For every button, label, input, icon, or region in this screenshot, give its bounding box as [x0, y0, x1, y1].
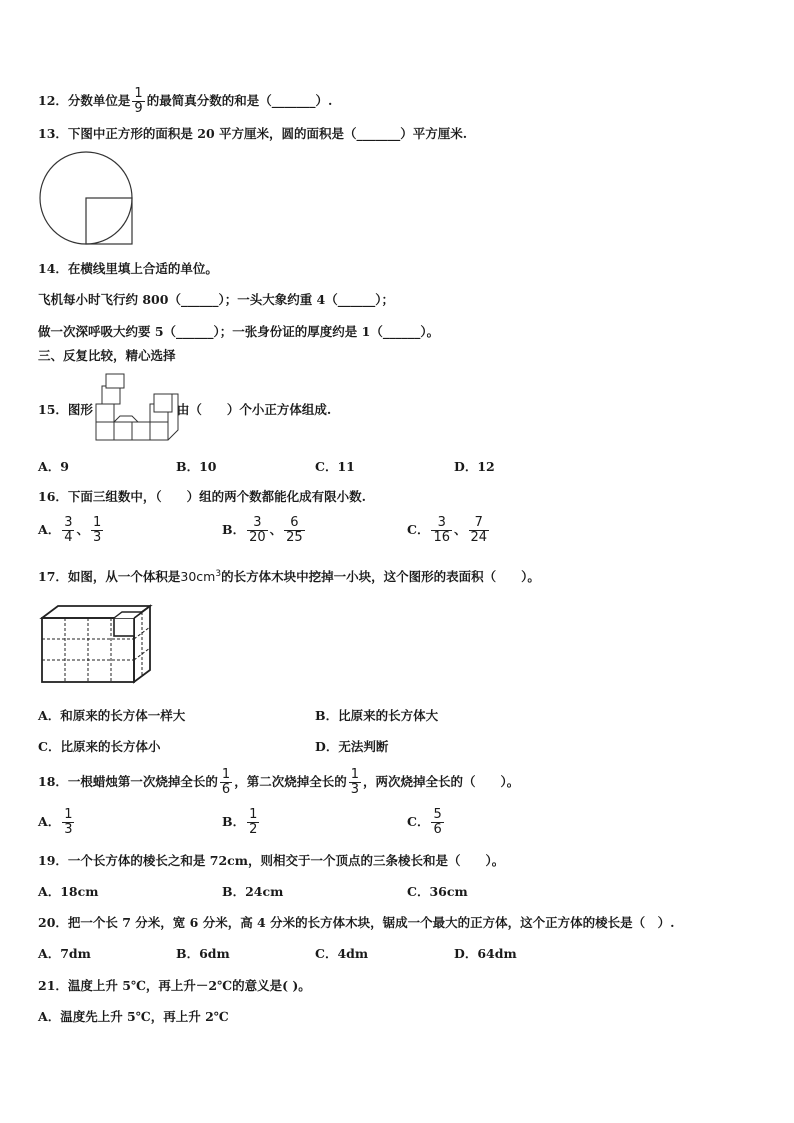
q17-suffix: 的长方体木块中挖掉一小块，这个图形的表面积（ ）。 — [221, 569, 540, 585]
question-16: 16．下面三组数中，（ ）组的两个数都能化成有限小数. — [38, 489, 366, 504]
q16-option-b-label: B． — [222, 522, 246, 537]
q18-a-num: 1 — [64, 807, 73, 822]
q18-c-num: 5 — [433, 807, 442, 822]
q18-suffix: ，两次烧掉全长的（ ）。 — [362, 774, 520, 789]
q18-middle: ，第二次烧掉全长的 — [234, 774, 347, 789]
q18-fraction-2 — [349, 768, 361, 797]
question-21: 21．温度上升 5℃，再上升－2℃的意义是( )。 — [38, 978, 311, 993]
question-13: 13．下图中正方形的面积是 20 平方厘米，圆的面积是（_______）平方厘米. — [38, 126, 468, 141]
q18-prefix: 18．一根蜡烛第一次烧掉全长的 — [38, 774, 218, 789]
q20-option-d[interactable]: D．64dm — [454, 946, 517, 961]
question-17 — [38, 566, 540, 585]
q20-option-a[interactable]: A．7dm — [38, 946, 91, 961]
q14-line-2: 做一次深呼吸大约要 5（______）；一张身份证的厚度约是 1（______）。 — [38, 324, 440, 339]
q17-option-d[interactable]: D．无法判断 — [315, 739, 389, 754]
q18-f1-num: 1 — [221, 767, 231, 782]
q18-b-fraction — [247, 808, 259, 837]
q12-fraction — [132, 87, 144, 116]
q14-line-1: 飞机每小时飞行约 800（______）；一头大象约重 4（______）； — [38, 292, 394, 307]
q17-volume-exponent: 3 — [215, 569, 222, 579]
q15-prefix: 15．图形 — [38, 402, 93, 417]
q15-suffix: 由（ ）个小正方体组成. — [176, 402, 332, 417]
q12-suffix: 的最简真分数的和是（_______）. — [146, 93, 333, 108]
q16-b-separator: 、 — [269, 522, 283, 537]
q18-option-b-label: B． — [222, 814, 246, 829]
q19-option-b[interactable]: B．24cm — [222, 884, 284, 899]
cuboid-figure — [38, 602, 158, 688]
q18-b-den: 2 — [249, 822, 258, 837]
q16-a-fraction-1 — [62, 516, 74, 545]
q16-b-f1-den: 20 — [249, 530, 266, 545]
question-20: 20．把一个长 7 分米，宽 6 分米，高 4 分米的长方体木块，锯成一个最大的正方体，这个正方体的棱长是（ ）. — [38, 915, 675, 930]
q16-c-f2-den: 24 — [470, 530, 488, 545]
q20-option-c[interactable]: C．4dm — [315, 946, 369, 961]
circle-square-figure — [38, 152, 138, 247]
q18-f2-num: 1 — [350, 767, 359, 782]
q20-option-b[interactable]: B．6dm — [176, 946, 230, 961]
q16-a-f2-den: 3 — [93, 530, 102, 545]
q15-option-b[interactable]: B．10 — [176, 459, 217, 474]
question-15 — [38, 402, 331, 418]
q12-fraction-denominator: 9 — [134, 101, 143, 116]
q16-c-f1-den: 16 — [433, 530, 450, 545]
q18-a-fraction — [62, 808, 74, 837]
q12-prefix: 12．分数单位是 — [38, 93, 131, 108]
q16-a-f1-den: 4 — [64, 530, 73, 545]
q16-a-fraction-2 — [91, 516, 103, 545]
q16-a-separator: 、 — [76, 522, 89, 537]
q21-option-a[interactable]: A．温度先上升 5℃，再上升 2℃ — [38, 1009, 229, 1024]
q15-option-c[interactable]: C．11 — [315, 459, 355, 474]
q16-a-f1-num: 3 — [64, 515, 73, 530]
q17-option-c[interactable]: C．比原来的长方体小 — [38, 739, 161, 754]
q16-b-fraction-2 — [284, 516, 305, 545]
q16-b-f2-num: 6 — [284, 516, 305, 531]
q18-option-c-label: C． — [407, 814, 430, 829]
q17-option-b[interactable]: B．比原来的长方体大 — [315, 708, 439, 723]
q19-option-c[interactable]: C．36cm — [407, 884, 468, 899]
q17-option-a[interactable]: A．和原来的长方体一样大 — [38, 708, 186, 723]
q18-option-a[interactable] — [38, 808, 76, 837]
q18-option-b[interactable] — [222, 808, 261, 837]
q18-c-den: 6 — [433, 822, 442, 837]
question-12 — [38, 87, 332, 116]
question-19: 19．一个长方体的棱长之和是 72cm，则相交于一个顶点的三条棱长和是（ ）。 — [38, 853, 505, 868]
q16-option-b[interactable] — [222, 516, 307, 545]
q15-option-a[interactable]: A．9 — [38, 459, 69, 474]
q16-option-c-label: C． — [407, 522, 430, 537]
q18-c-fraction — [431, 808, 443, 837]
q17-volume: 30cm — [180, 569, 216, 585]
q18-fraction-1 — [220, 768, 232, 797]
cube-stack-figure — [94, 372, 184, 442]
q18-option-a-label: A． — [38, 814, 61, 829]
section-3-heading: 三、反复比较，精心选择 — [38, 348, 176, 363]
q16-b-f2-den: 25 — [286, 530, 303, 545]
q18-f1-den: 6 — [221, 782, 231, 797]
q16-c-f2-num: 7 — [469, 516, 490, 531]
q16-c-f1-num: 3 — [431, 516, 452, 531]
q16-option-a[interactable] — [38, 516, 105, 545]
q17-prefix: 17．如图，从一个体积是 — [38, 569, 181, 585]
q16-c-separator: 、 — [454, 522, 467, 537]
q16-c-fraction-1 — [431, 516, 452, 545]
q12-fraction-numerator: 1 — [134, 86, 143, 101]
q16-a-f2-num: 1 — [93, 515, 102, 530]
q16-c-fraction-2 — [469, 516, 490, 545]
q15-option-d[interactable]: D．12 — [454, 459, 495, 474]
q16-b-f1-num: 3 — [247, 516, 268, 531]
q16-option-c[interactable] — [407, 516, 491, 545]
q16-b-fraction-1 — [247, 516, 268, 545]
square-shape — [86, 198, 132, 244]
q18-option-c[interactable] — [407, 808, 446, 837]
q16-option-a-label: A． — [38, 522, 61, 537]
q19-option-a[interactable]: A．18cm — [38, 884, 99, 899]
question-14: 14．在横线里填上合适的单位。 — [38, 261, 218, 276]
q18-f2-den: 3 — [350, 782, 359, 797]
q18-a-den: 3 — [64, 822, 73, 837]
q18-b-num: 1 — [249, 807, 258, 822]
question-18 — [38, 768, 519, 797]
